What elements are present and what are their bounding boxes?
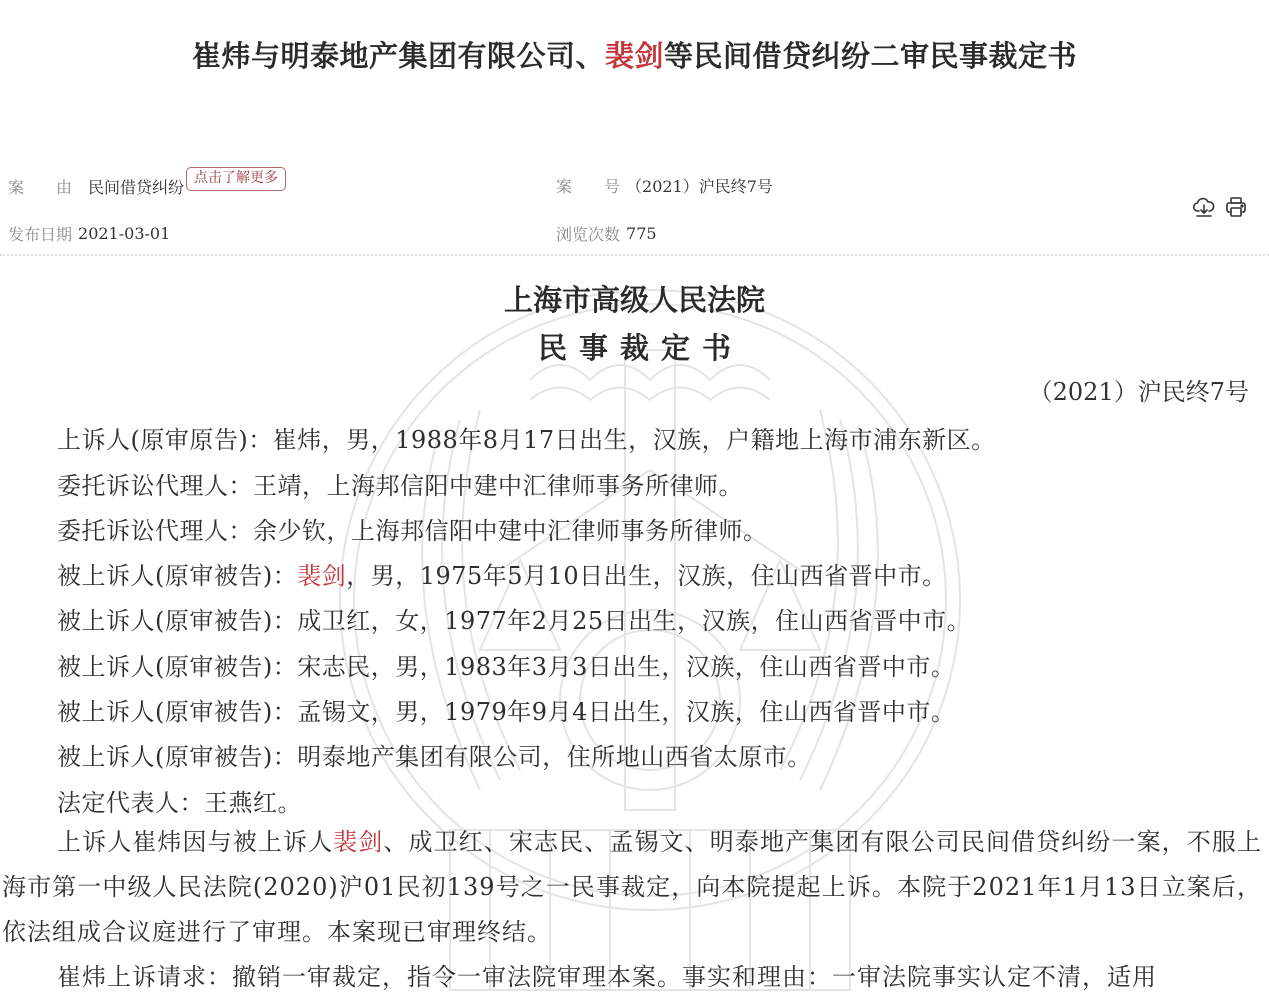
views-label: 浏览次数: [556, 225, 621, 244]
publish-date-label: 发布日期: [8, 225, 73, 244]
document-case-number: （2021）沪民终7号: [1028, 378, 1249, 406]
highlighted-name: 裴剑: [297, 562, 347, 590]
party-line: 委托诉讼代理人：余少钦，上海邦信阳中建中汇律师事务所律师。: [57, 517, 768, 545]
highlighted-name: 裴剑: [333, 828, 384, 856]
case-no-label: 案 号: [556, 177, 621, 196]
meta-case-no: [556, 174, 773, 197]
meta-views: [556, 222, 657, 245]
party-line: 委托诉讼代理人：王靖，上海邦信阳中建中汇律师事务所律师。: [57, 472, 743, 500]
learn-more-button[interactable]: 点击了解更多: [186, 167, 286, 191]
page-title: 崔炜与明泰地产集团有限公司、裴剑等民间借贷纠纷二审民事裁定书: [191, 39, 1078, 73]
cause-label: 案 由: [8, 177, 73, 197]
party-line: 被上诉人(原审被告)：成卫红，女，1977年2月25日出生，汉族，住山西省晋中市。: [57, 607, 972, 635]
document-type: 民事裁定书: [537, 331, 743, 365]
publish-date-value: 2021-03-01: [78, 224, 171, 243]
party-line: 被上诉人(原审被告)：明泰地产集团有限公司，住所地山西省太原市。: [57, 743, 812, 771]
party-line: 被上诉人(原审被告)：孟锡文，男，1979年9月4日出生，汉族，住山西省晋中市。: [57, 698, 956, 726]
court-name: 上海市高级人民法院: [503, 283, 765, 317]
printer-icon[interactable]: [1224, 195, 1248, 219]
meta-cause: [8, 170, 286, 198]
header-divider: [0, 254, 1269, 256]
body-paragraph: 上诉人崔炜因与被上诉人裴剑、成卫红、宋志民、孟锡文、明泰地产集团有限公司民间借贷纠纷一案，不服上海市第一中级人民法院(2020)沪01民初139号之一民事裁定，向本院提起上诉。本院于2021年1月13日立案后，依法组成合议庭进行了审理。本案现已审理终结。: [2, 828, 1263, 946]
party-line: 被上诉人(原审被告)：宋志民，男，1983年3月3日出生，汉族，住山西省晋中市。: [57, 653, 956, 681]
highlighted-name: 裴剑: [604, 39, 664, 73]
party-line: 法定代表人：王燕红。: [57, 789, 302, 817]
toolbar: [1192, 195, 1248, 219]
party-line: 上诉人(原审原告)：崔炜，男，1988年8月17日出生，汉族，户籍地上海市浦东新区。: [57, 426, 996, 454]
cloud-download-icon[interactable]: [1192, 195, 1216, 219]
views-value: 775: [626, 224, 657, 243]
case-no-value: （2021）沪民终7号: [626, 177, 773, 196]
meta-publish-date: [8, 222, 170, 245]
body-paragraph: 崔炜上诉请求：撤销一审裁定，指令一审法院审理本案。事实和理由：一审法院事实认定不清，适用: [57, 963, 1157, 991]
party-line: 被上诉人(原审被告)：裴剑，男，1975年5月10日出生，汉族，住山西省晋中市。: [57, 562, 947, 590]
cause-value: 民间借贷纠纷: [88, 177, 185, 197]
